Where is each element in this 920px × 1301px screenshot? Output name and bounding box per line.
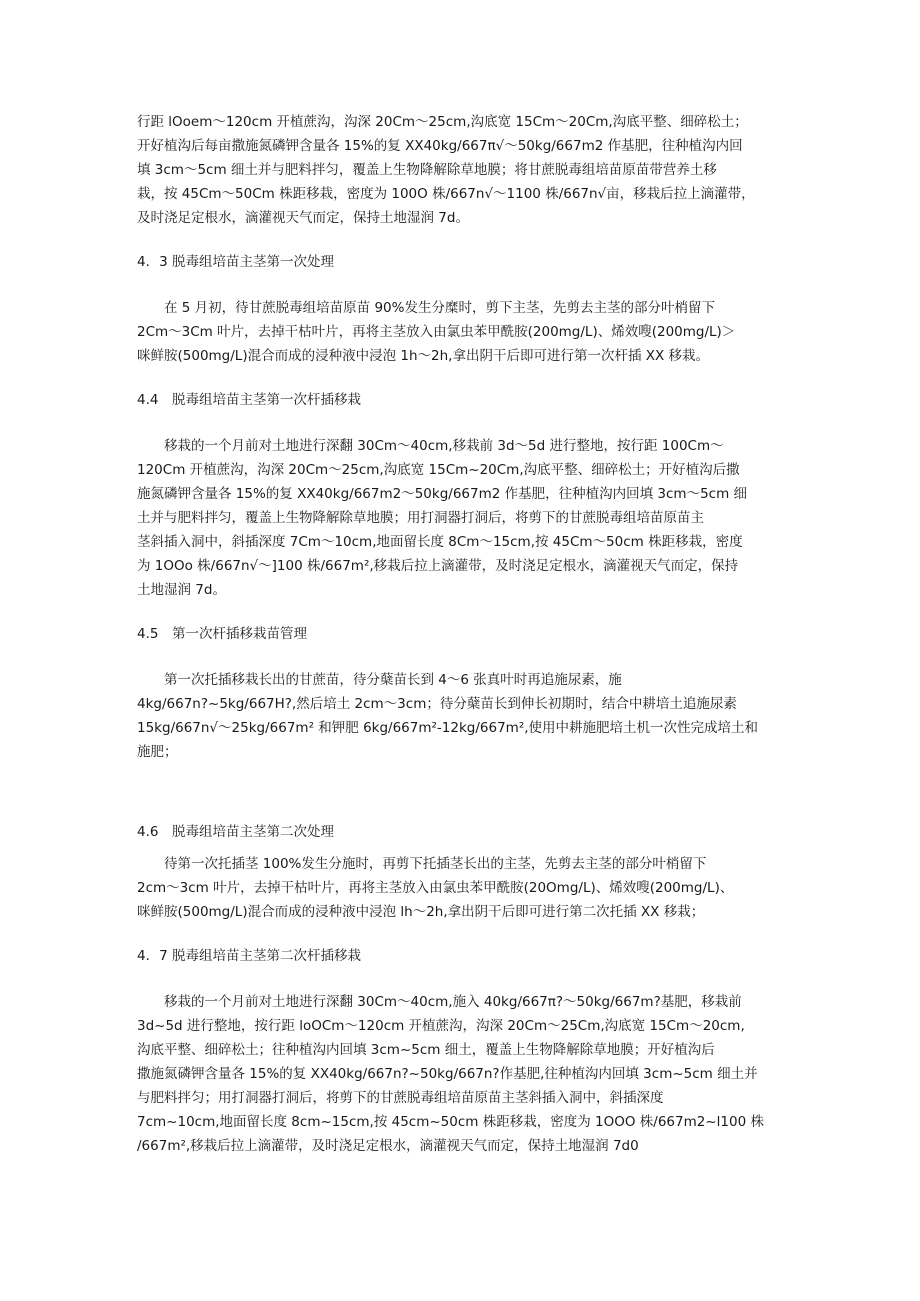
paragraph-4-7 bbox=[137, 990, 783, 1158]
paragraph-4-4 bbox=[137, 434, 783, 602]
text-line: 开好植沟后每亩撒施氮磷钾含量各 15%的复 XX40kg∕667π√～50kg∕667m2 作基肥，往种植沟内回 bbox=[137, 138, 743, 154]
paragraph-planting-intro bbox=[137, 110, 783, 230]
text-line: 撒施氮磷钾含量各 15%的复 XX40kg/667n?~50kg/667n?作基肥,往种植沟内回填 3cm~5cm 细土并 bbox=[137, 1066, 758, 1082]
section-heading-4-3: 4．3 脱毒组培苗主茎第一次处理 bbox=[137, 254, 334, 270]
text-line: 咪鲜胺(500mg∕L)混合而成的浸种液中浸泡 lh～2h,拿出阴干后即可进行第二次托插 XX 移栽； bbox=[137, 904, 705, 920]
text-line: 4kg∕667n?~5kg/667H?,然后培土 2cm～3cm；待分蘖苗长到伸长初期时，结合中耕培土追施尿素 bbox=[137, 696, 737, 712]
section-heading-4-6: 4.6 脱毒组培苗主茎第二次处理 bbox=[137, 824, 334, 840]
text-line: 咪鲜胺(500mg∕L)混合而成的浸种液中浸泡 1h～2h,拿出阴干后即可进行第一次杆插 XX 移栽。 bbox=[137, 348, 710, 364]
text-line: 沟底平整、细碎松土；往种植沟内回填 3cm~5cm 细土，覆盖上生物降解除草地膜；开好植沟后 bbox=[137, 1042, 715, 1058]
text-line: 待第一次托插茎 100%发生分施时，再剪下托插茎长出的主茎，先剪去主茎的部分叶梢留下 bbox=[164, 856, 707, 872]
text-line: 茎斜插入洞中，斜插深度 7Cm～10cm,地面留长度 8Cm～15cm,按 45Cm～50cm 株距移栽，密度 bbox=[137, 534, 743, 550]
section-heading-4-4: 4.4 脱毒组培苗主茎第一次杆插移栽 bbox=[137, 392, 361, 408]
section-heading-4-5: 4.5 第一次杆插移栽苗管理 bbox=[137, 626, 307, 642]
text-line: 15kg/667n√～25kg/667m² 和钾肥 6kg/667m²-12kg/667m²,使用中耕施肥培土机一次性完成培土和 bbox=[137, 720, 759, 736]
text-line: 为 1OOo 株/667n√～]100 株/667m²,移栽后拉上滴灌带，及时浇足定根水，滴灌视天气而定，保持 bbox=[137, 558, 739, 574]
text-line: 7cm~10cm,地面留长度 8cm~15cm,按 45cm~50cm 株距移栽，密度为 1OOO 株/667m2~l100 株 bbox=[137, 1114, 764, 1130]
text-line: 土地湿润 7d。 bbox=[137, 582, 226, 598]
text-line: 土并与肥料拌匀，覆盖上生物降解除草地膜；用打洞器打洞后，将剪下的甘蔗脱毒组培苗原苗主 bbox=[137, 510, 704, 526]
text-line: 行距 lOoem～120cm 开植蔗沟，沟深 20Cm～25cm,沟底宽 15Cm～20Cm,沟底平整、细碎松土； bbox=[137, 114, 748, 130]
text-line: 2cm～3cm 叶片，去掉干枯叶片，再将主茎放入由氯虫苯甲酰胺(20Omg/L)、烯效嗖(200mg∕L)、 bbox=[137, 880, 734, 896]
text-line: 与肥料拌匀；用打洞器打洞后，将剪下的甘蔗脱毒组培苗原苗主茎斜插入洞中，斜插深度 bbox=[137, 1090, 664, 1106]
text-line: 填 3cm～5cm 细土并与肥料拌匀，覆盖上生物降解除草地膜；将甘蔗脱毒组培苗原苗带营养土移 bbox=[137, 162, 717, 178]
text-line: 2Cm～3Cm 叶片，去掉干枯叶片，再将主茎放入由氯虫苯甲酰胺(200mg∕L)、烯效嗖(200mg∕L)＞ bbox=[137, 324, 736, 340]
text-line: 在 5 月初，待甘蔗脱毒组培苗原苗 90%发生分糜时，剪下主茎，先剪去主茎的部分叶梢留下 bbox=[164, 300, 715, 316]
text-line: 施肥； bbox=[137, 744, 178, 760]
text-line: 3d~5d 进行整地，按行距 loOCm～120cm 开植蔗沟，沟深 20Cm～25Cm,沟底宽 15Cm～20cm, bbox=[137, 1018, 745, 1034]
text-line: 及时浇足定根水，滴灌视天气而定，保持土地湿润 7d。 bbox=[137, 210, 469, 226]
paragraph-4-5 bbox=[137, 668, 783, 764]
section-heading-4-7: 4．7 脱毒组培苗主茎第二次杆插移栽 bbox=[137, 948, 361, 964]
text-line: 施氮磷钾含量各 15%的复 XX40kg∕667m2～50kg∕667m2 作基肥，往种植沟内回填 3cm～5cm 细 bbox=[137, 486, 748, 502]
text-line: 栽，按 45Cm～50Cm 株距移栽，密度为 100O 株/667n√～1100 株/667n√亩，移栽后拉上滴灌带， bbox=[137, 186, 755, 202]
text-line: 移栽的一个月前对土地进行深翻 30Cm～40cm,施入 40kg/667π?～50kg/667m?基肥，移栽前 bbox=[164, 994, 742, 1010]
text-line: 120Cm 开植蔗沟，沟深 20Cm～25cm,沟底宽 15Cm~20Cm,沟底平整、细碎松土；开好植沟后撒 bbox=[137, 462, 740, 478]
paragraph-4-6 bbox=[137, 852, 783, 924]
text-line: /667m²,移栽后拉上滴灌带，及时浇足定根水，滴灌视天气而定，保持土地湿润 7d0 bbox=[137, 1138, 639, 1154]
document-page bbox=[137, 110, 783, 1158]
text-line: 第一次托插移栽长出的甘蔗苗，待分蘖苗长到 4～6 张真叶时再追施尿素，施 bbox=[164, 672, 622, 688]
paragraph-4-3 bbox=[137, 296, 783, 368]
text-line: 移栽的一个月前对土地进行深翻 30Cm～40cm,移栽前 3d～5d 进行整地，按行距 100Cm～ bbox=[164, 438, 724, 454]
